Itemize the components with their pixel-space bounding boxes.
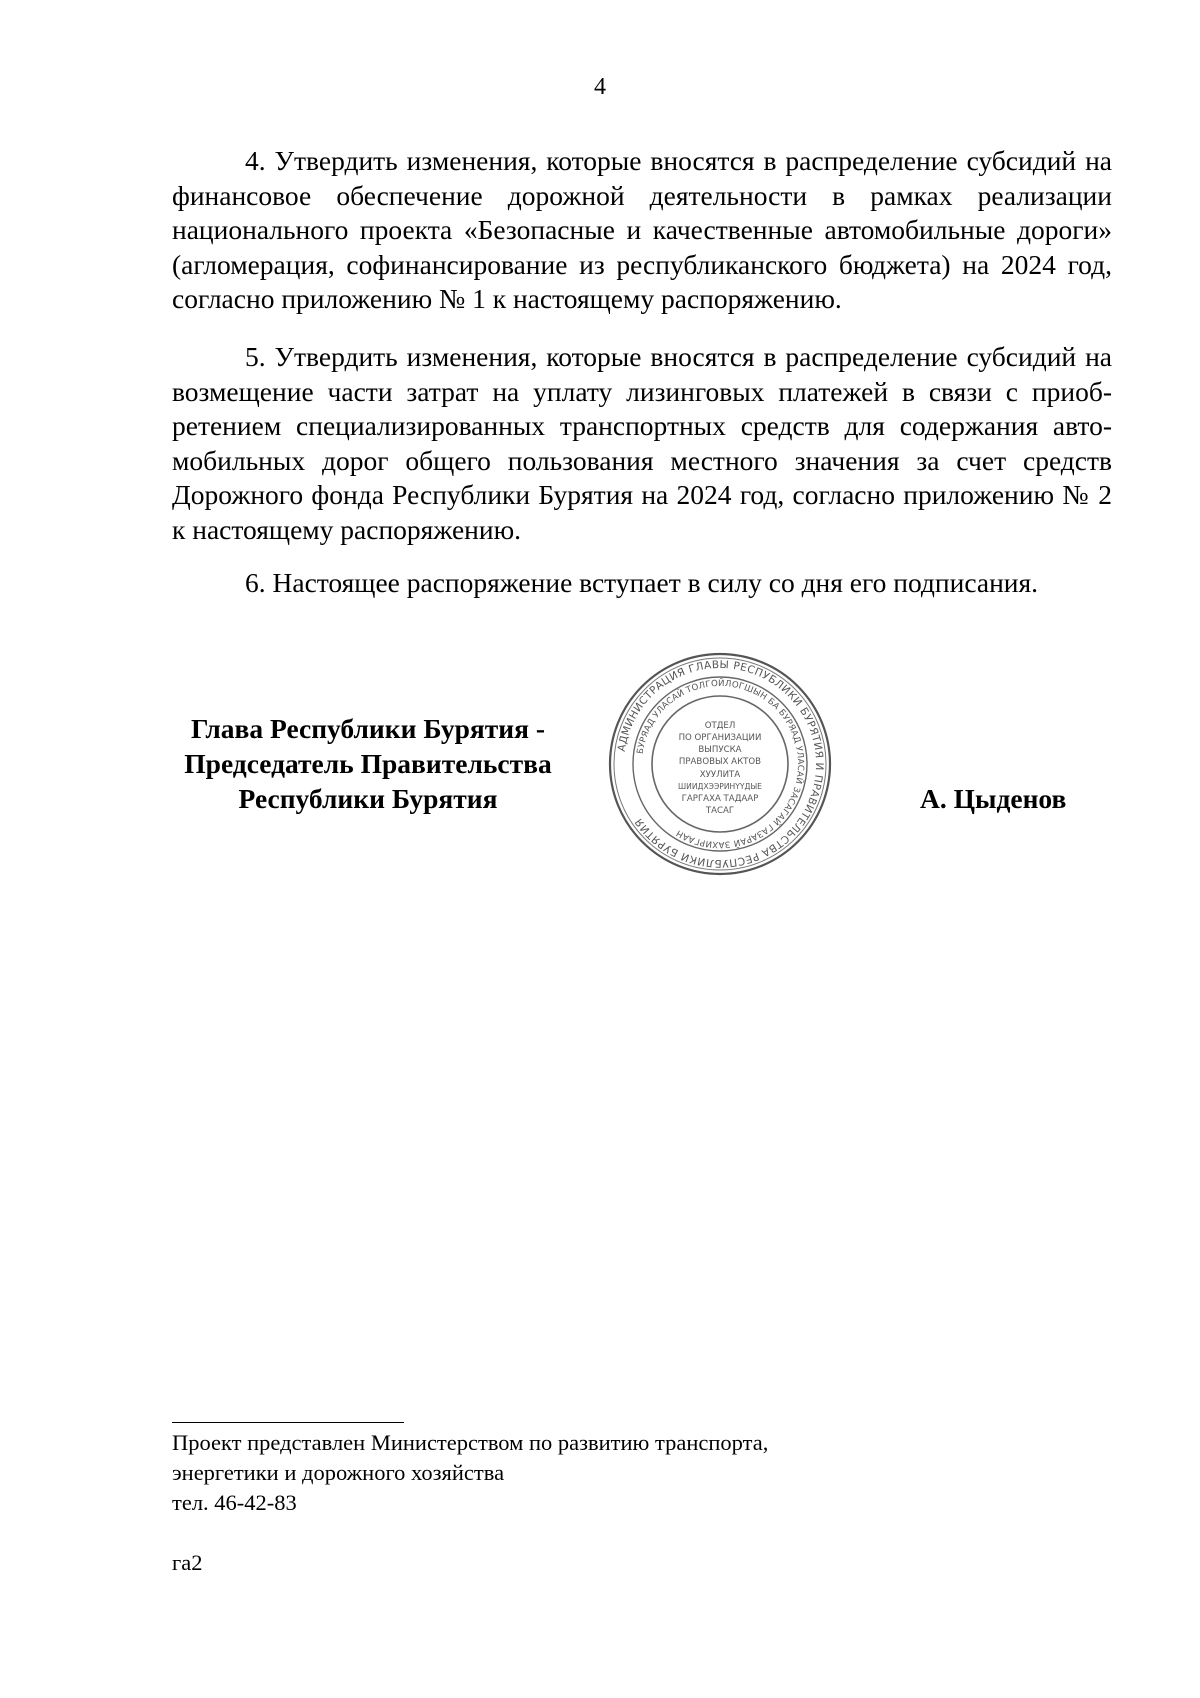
signer-title-line: Республики Бурятия [238,783,498,814]
seal-center-line: ШИИДХЭЭРИНҮҮДЫЕ [678,782,762,791]
paragraph-5: 5. Утвердить изменения, которые вносятся в распределение субсидий на возмещение части затрат на уплату лизинговых платежей в связи с приоб-ретением специализированных транспортных средств для содержания авто-мобильных дорог общего пользования местного значения за счет средств Дорожного фонда Республики Бурятия на 2024 год, согласно приложению № 2 к настоящему распоряжению. [172,341,1112,545]
seal-center-line: ПО ОРГАНИЗАЦИИ [678,733,762,743]
page-number: 4 [594,74,606,100]
footnote-phone: тел. 46-42-83 [172,1490,297,1515]
seal-inner-text: БУРЯАД УЛАСАЙ ТОЛГОЙЛОГШЫН БА БУРЯАД УЛАСАЙ ЗАСАГАЙ ГАЗАРАЙ ЗАХИРГААН [635,678,806,850]
document-code: га2 [172,1550,203,1575]
seal-outer-text: АДМИНИСТРАЦИЯ ГЛАВЫ РЕСПУБЛИКИ БУРЯТИЯ И ПРАВИТЕЛЬСТВА РЕСПУБЛИКИ БУРЯТИЯ [615,658,826,870]
paragraph-4: 4. Утвердить изменения, которые вносятся в распределение субсидий на финансовое обеспечение дорожной деятельности в рамках реализации национального проекта «Безопасные и качественные автомобильные дороги» (агломерация, софинансирование из республиканского бюджета) на 2024 год, согласно приложению № 1 к настоящему распоряжению. [172,145,1112,314]
seal-center-line: ВЫПУСКА [698,745,742,755]
seal-center-line: ПРАВОВЫХ АКТОВ [678,757,762,767]
footnote-line: Проект представлен Министерством по развитию транспорта, [172,1430,769,1455]
seal-center-line: ХУУЛИТА [699,770,741,780]
signer-name: А. Цыденов [920,783,1067,814]
footnote-divider [172,1422,404,1423]
seal-center-line: ГАРГАХА ТАДААР [681,794,759,804]
signer-title-line: Глава Республики Бурятия - [190,713,546,744]
paragraph-6: 6. Настоящее распоряжение вступает в силу со дня его подписания. [245,567,1039,598]
seal-center-line: ТАСАГ [705,806,735,816]
signer-title [168,711,568,816]
footnote-line: энергетики и дорожного хозяйства [172,1460,505,1485]
footnote [172,1428,768,1518]
official-seal-stamp [608,652,832,876]
signer-title-line: Председатель Правительства [184,748,552,779]
seal-center-line: ОТДЕЛ [704,721,736,731]
